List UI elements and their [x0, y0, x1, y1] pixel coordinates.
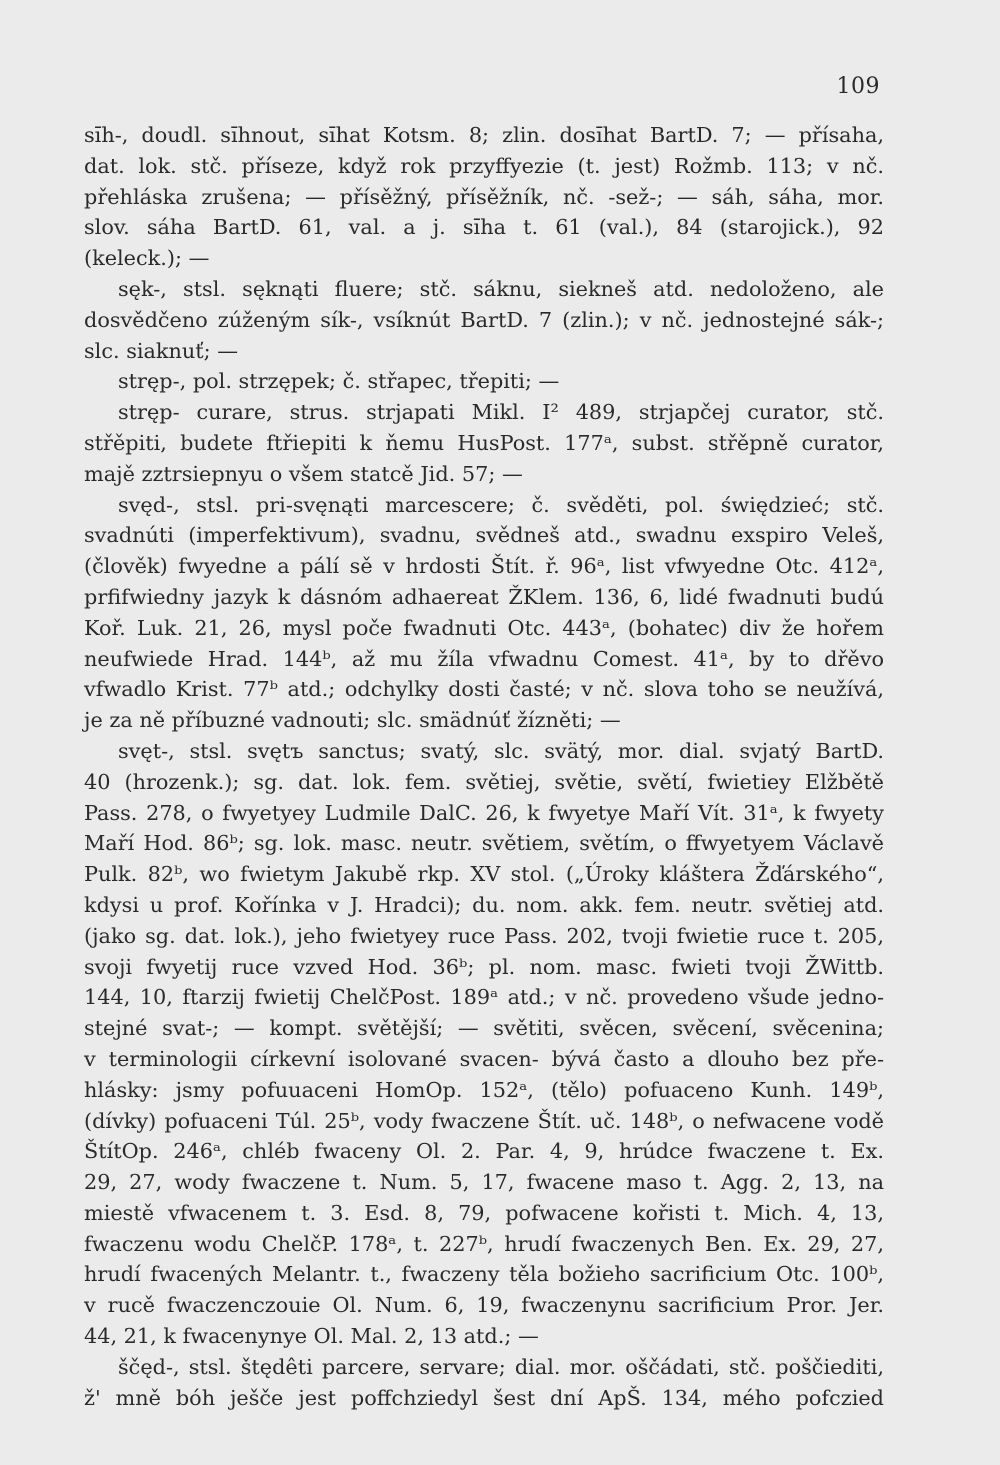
text-line: neufwiede Hrad. 144ᵇ, až mu žíla vfwadnu Comest. 41ᵃ, by to dřěvo	[84, 646, 884, 671]
text-line: stejné svat-; — kompt. světější; — světiti, svěcen, svěcení, svěcenina;	[84, 1016, 884, 1041]
text-line: sęk-, stsl. sęknąti fluere; stč. sáknu, siekneš atd. nedoloženo, ale	[118, 276, 884, 301]
text-line: stręp-, pol. strzępek; č. střapec, třepiti; —	[118, 369, 560, 394]
text-line: majě zztrsiepnyu o všem statcě Jid. 57; —	[84, 461, 523, 486]
text-line: fwaczenu wodu ChelčP. 178ᵃ, t. 227ᵇ, hrudí fwaczenych Ben. Ex. 29, 27,	[84, 1231, 884, 1256]
text-line: ščęd-, stsl. štędêti parcere, servare; dial. mor. oščádati, stč. poščiediti,	[118, 1354, 884, 1379]
text-line: (dívky) pofuaceni Túl. 25ᵇ, vody fwaczene Štít. uč. 148ᵇ, o nefwacene vodě	[84, 1108, 884, 1133]
body-text	[84, 120, 884, 1413]
text-line: miestě vfwacenem t. 3. Esd. 8, 79, pofwacene kořisti t. Mich. 4, 13,	[84, 1200, 884, 1225]
text-line: ž' mně bóh ješče jest poffchziedyl šest dní ApŠ. 134, mého pofczied	[84, 1385, 884, 1410]
text-line: stręp- curare, strus. strjapati Mikl. I² 489, strjapčej curator, stč.	[118, 400, 884, 425]
text-line: v rucě fwaczenczouie Ol. Num. 6, 19, fwaczenynu sacrificium Pror. Jer.	[84, 1293, 884, 1318]
page-number: 109	[836, 74, 880, 99]
text-line: Pulk. 82ᵇ, wo fwietym Jakubě rkp. XV stol. („Úroky kláštera Žďárského“,	[84, 862, 884, 887]
text-line: střěpiti, budete ftřiepiti k ňemu HusPost. 177ᵃ, subst. střěpně curator,	[84, 430, 884, 455]
text-line: 144, 10, ftarzij fwietij ChelčPost. 189ᵃ atd.; v nč. provedeno všude jedno-	[84, 985, 884, 1010]
text-line: 29, 27, wody fwaczene t. Num. 5, 17, fwacene maso t. Agg. 2, 13, na	[84, 1170, 884, 1195]
text-line: kdysi u prof. Kořínka v J. Hradci); du. nom. akk. fem. neutr. světiej atd.	[84, 892, 884, 917]
text-line: přehláska zrušena; — přísěžný, přísěžník, nč. -sež-; — sáh, sáha, mor.	[84, 184, 884, 209]
text-line: Maří Hod. 86ᵇ; sg. lok. masc. neutr. světiem, světím, o ffwyetyem Václavě	[84, 831, 884, 856]
text-line: sı̄h-, doudl. sı̄hnout, sı̄hat Kotsm. 8; zlin. dosı̄hat BartD. 7; — přísaha,	[84, 123, 884, 147]
text-line: dat. lok. stč. příseze, když rok przyffyezie (t. jest) Rožmb. 113; v nč.	[84, 153, 884, 178]
text-line: slov. sáha BartD. 61, val. a j. sı̄ha t. 61 (val.), 84 (starojick.), 92	[84, 215, 884, 240]
text-line: 40 (hrozenk.); sg. dat. lok. fem. světiej, světie, světí, fwietiey Elžbětě	[84, 769, 884, 794]
text-line: v terminologii církevní isolované svacen- bývá často a dlouho bez pře-	[84, 1046, 884, 1071]
text-line: ŠtítOp. 246ᵃ, chléb fwaceny Ol. 2. Par. 4, 9, hrúdce fwaczene t. Ex.	[84, 1139, 884, 1164]
text-line: svęd-, stsl. pri-svęnąti marcescere; č. svěděti, pol. świędzieć; stč.	[118, 492, 884, 517]
text-line: svoji fwyetij ruce vzved Hod. 36ᵇ; pl. nom. masc. fwieti tvoji ŽWittb.	[84, 954, 884, 979]
text-line: Koř. Luk. 21, 26, mysl poče fwadnuti Otc. 443ᵃ, (bohatec) div že hořem	[84, 615, 884, 640]
text-line: hrudí fwacených Melantr. t., fwaczeny těla božieho sacrificium Otc. 100ᵇ,	[84, 1262, 884, 1287]
text-line: vfwadlo Krist. 77ᵇ atd.; odchylky dosti časté; v nč. slova toho se neužívá,	[84, 677, 884, 702]
text-line: (keleck.); —	[84, 246, 210, 271]
text-line: Pass. 278, o fwyetyey Ludmile DalC. 26, k fwyetye Maří Vít. 31ᵃ, k fwyety	[84, 800, 884, 825]
text-line: 44, 21, k fwacenynye Ol. Mal. 2, 13 atd.; —	[84, 1324, 539, 1349]
text-line: slc. siaknuť; —	[84, 338, 239, 363]
text-line: (člověk) fwyedne a pálí sě v hrdosti Štít. ř. 96ᵃ, list vfwyedne Otc. 412ᵃ,	[84, 554, 884, 579]
text-line: dosvědčeno zúženým sík-, vsíknút BartD. 7 (zlin.); v nč. jednostejné sák-;	[84, 307, 884, 332]
text-line: prfifwiedny jazyk k dásnóm adhaereat ŽKlem. 136, 6, lidé fwadnuti budú	[84, 584, 884, 609]
text-line: svęt-, stsl. svętъ sanctus; svatý, slc. svätý, mor. dial. svjatý BartD.	[118, 738, 884, 763]
text-line: (jako sg. dat. lok.), jeho fwietyey ruce Pass. 202, tvoji fwietie ruce t. 205,	[84, 923, 884, 948]
text-line: je za ně příbuzné vadnouti; slc. smädnúť žízněti; —	[84, 708, 621, 733]
text-line: hlásky: jsmy pofuuaceni HomOp. 152ᵃ, (tělo) pofuaceno Kunh. 149ᵇ,	[84, 1077, 884, 1102]
text-line: svadnúti (imperfektivum), svadnu, svědneš atd., swadnu exspiro Veleš,	[84, 523, 884, 548]
